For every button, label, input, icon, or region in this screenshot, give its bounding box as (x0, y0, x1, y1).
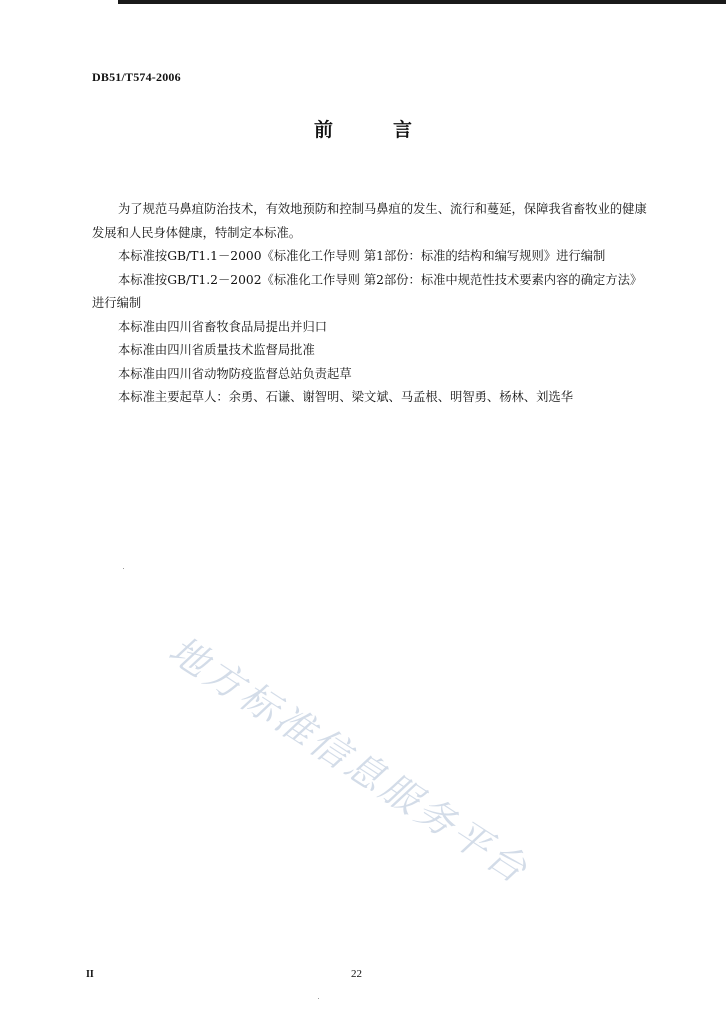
footer-roman-page: II (86, 969, 94, 980)
paragraph-drafter: 本标准由四川省动物防疫监督总站负责起草 (118, 366, 352, 381)
paragraph-approver: 本标准由四川省质量技术监督局批准 (118, 343, 315, 357)
paragraph-gb-part1: 本标准按GB/T1.1－2000《标准化工作导则 第1部份：标准的结构和编写规则》进行编制 (118, 249, 606, 263)
paragraph-purpose: 为了规范马鼻疽防治技术，有效地预防和控制马鼻疽的发生、流行和蔓延，保障我省畜牧业的健康发展和人民身体健康，特制定本标准。 (92, 202, 647, 240)
watermark: 地方标准信息服务平台 (161, 627, 538, 894)
paragraph-gb-part2: 本标准按GB/T1.2－2002《标准化工作导则 第2部份：标准中规范性技术要素内容的确定方法》进行编制 (92, 272, 643, 310)
page-title: 前言 (313, 119, 472, 141)
scan-speck (318, 998, 319, 999)
document-code: DB51/T574-2006 (92, 70, 181, 84)
paragraph-proposer: 本标准由四川省畜牧食品局提出并归口 (118, 319, 328, 334)
foreword-body (92, 198, 652, 410)
scan-speck (123, 568, 124, 569)
footer-page-number: 22 (351, 968, 362, 980)
paragraph-authors: 本标准主要起草人：余勇、石谦、谢智明、梁文斌、马孟根、明智勇、杨林、刘选华 (118, 390, 573, 404)
top-rule (118, 0, 726, 4)
